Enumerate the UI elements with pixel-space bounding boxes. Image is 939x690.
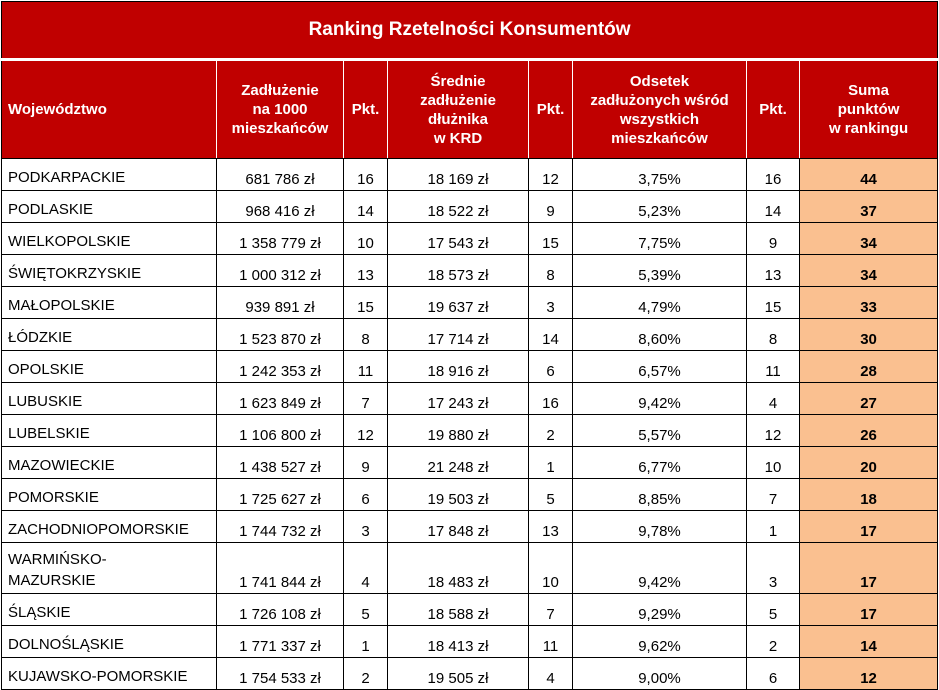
table-row — [2, 223, 938, 255]
cell-total-points: 34 — [800, 223, 938, 255]
cell-points-3: 16 — [747, 159, 800, 191]
header-points-2: Pkt. — [529, 60, 573, 159]
cell-points-2: 6 — [529, 351, 573, 383]
cell-average-debt: 17 243 zł — [388, 383, 529, 415]
cell-region: PODLASKIE — [2, 191, 217, 223]
cell-points-2: 12 — [529, 159, 573, 191]
table-row — [2, 287, 938, 319]
cell-indebted-share: 9,42% — [573, 543, 747, 594]
table-body — [2, 159, 938, 690]
cell-average-debt: 18 588 zł — [388, 594, 529, 626]
cell-points-3: 3 — [747, 543, 800, 594]
cell-region: KUJAWSKO-POMORSKIE — [2, 658, 217, 690]
cell-points-2: 2 — [529, 415, 573, 447]
cell-region: PODKARPACKIE — [2, 159, 217, 191]
cell-points-3: 7 — [747, 479, 800, 511]
cell-points-2: 1 — [529, 447, 573, 479]
cell-region: OPOLSKIE — [2, 351, 217, 383]
table-row — [2, 543, 938, 594]
cell-points-1: 13 — [344, 255, 388, 287]
cell-total-points: 12 — [800, 658, 938, 690]
cell-points-3: 4 — [747, 383, 800, 415]
cell-region: LUBUSKIE — [2, 383, 217, 415]
cell-debt-per-1000: 1 242 353 zł — [217, 351, 344, 383]
cell-average-debt: 18 573 zł — [388, 255, 529, 287]
cell-points-1: 15 — [344, 287, 388, 319]
cell-indebted-share: 9,00% — [573, 658, 747, 690]
cell-indebted-share: 9,29% — [573, 594, 747, 626]
cell-points-2: 13 — [529, 511, 573, 543]
cell-total-points: 14 — [800, 626, 938, 658]
cell-total-points: 37 — [800, 191, 938, 223]
cell-average-debt: 19 880 zł — [388, 415, 529, 447]
cell-points-1: 5 — [344, 594, 388, 626]
cell-average-debt: 21 248 zł — [388, 447, 529, 479]
cell-points-1: 6 — [344, 479, 388, 511]
cell-points-3: 5 — [747, 594, 800, 626]
cell-points-2: 10 — [529, 543, 573, 594]
header-row — [2, 60, 938, 159]
cell-indebted-share: 5,39% — [573, 255, 747, 287]
cell-points-2: 8 — [529, 255, 573, 287]
cell-points-2: 7 — [529, 594, 573, 626]
cell-total-points: 27 — [800, 383, 938, 415]
table-row — [2, 447, 938, 479]
table-row — [2, 594, 938, 626]
cell-indebted-share: 8,60% — [573, 319, 747, 351]
cell-points-2: 11 — [529, 626, 573, 658]
cell-debt-per-1000: 681 786 zł — [217, 159, 344, 191]
cell-region: LUBELSKIE — [2, 415, 217, 447]
cell-region: MAŁOPOLSKIE — [2, 287, 217, 319]
cell-debt-per-1000: 1 623 849 zł — [217, 383, 344, 415]
cell-debt-per-1000: 1 438 527 zł — [217, 447, 344, 479]
table-row — [2, 479, 938, 511]
cell-total-points: 17 — [800, 511, 938, 543]
cell-total-points: 18 — [800, 479, 938, 511]
table-row — [2, 159, 938, 191]
cell-debt-per-1000: 1 741 844 zł — [217, 543, 344, 594]
cell-indebted-share: 5,23% — [573, 191, 747, 223]
cell-debt-per-1000: 1 358 779 zł — [217, 223, 344, 255]
header-indebted-share: Odsetek zadłużonych wśród wszystkich mieszkańców — [573, 60, 747, 159]
cell-region: WIELKOPOLSKIE — [2, 223, 217, 255]
cell-debt-per-1000: 1 744 732 zł — [217, 511, 344, 543]
cell-points-2: 16 — [529, 383, 573, 415]
cell-indebted-share: 6,57% — [573, 351, 747, 383]
table-row — [2, 351, 938, 383]
cell-total-points: 44 — [800, 159, 938, 191]
header-region: Województwo — [2, 60, 217, 159]
cell-indebted-share: 9,42% — [573, 383, 747, 415]
cell-points-3: 10 — [747, 447, 800, 479]
cell-points-3: 12 — [747, 415, 800, 447]
table-row — [2, 658, 938, 690]
cell-indebted-share: 9,62% — [573, 626, 747, 658]
cell-average-debt: 19 505 zł — [388, 658, 529, 690]
table-row — [2, 415, 938, 447]
cell-average-debt: 19 637 zł — [388, 287, 529, 319]
cell-points-3: 1 — [747, 511, 800, 543]
cell-points-2: 9 — [529, 191, 573, 223]
table-row — [2, 319, 938, 351]
cell-points-1: 3 — [344, 511, 388, 543]
cell-points-3: 11 — [747, 351, 800, 383]
cell-region: ŁÓDZKIE — [2, 319, 217, 351]
cell-region: ŚLĄSKIE — [2, 594, 217, 626]
cell-average-debt: 17 848 zł — [388, 511, 529, 543]
cell-debt-per-1000: 1 754 533 zł — [217, 658, 344, 690]
cell-points-1: 7 — [344, 383, 388, 415]
cell-debt-per-1000: 1 726 108 zł — [217, 594, 344, 626]
cell-region: ZACHODNIOPOMORSKIE — [2, 511, 217, 543]
cell-points-1: 16 — [344, 159, 388, 191]
cell-points-1: 4 — [344, 543, 388, 594]
header-points-3: Pkt. — [747, 60, 800, 159]
cell-debt-per-1000: 968 416 zł — [217, 191, 344, 223]
cell-debt-per-1000: 939 891 zł — [217, 287, 344, 319]
cell-region: POMORSKIE — [2, 479, 217, 511]
cell-points-3: 15 — [747, 287, 800, 319]
cell-indebted-share: 3,75% — [573, 159, 747, 191]
cell-debt-per-1000: 1 106 800 zł — [217, 415, 344, 447]
header-debt-per-1000: Zadłużenie na 1000 mieszkańców — [217, 60, 344, 159]
cell-points-3: 6 — [747, 658, 800, 690]
cell-points-3: 14 — [747, 191, 800, 223]
cell-total-points: 33 — [800, 287, 938, 319]
cell-region: DOLNOŚLĄSKIE — [2, 626, 217, 658]
cell-points-1: 8 — [344, 319, 388, 351]
cell-average-debt: 18 916 zł — [388, 351, 529, 383]
header-total-points: Suma punktów w rankingu — [800, 60, 938, 159]
cell-total-points: 30 — [800, 319, 938, 351]
cell-indebted-share: 6,77% — [573, 447, 747, 479]
cell-points-1: 2 — [344, 658, 388, 690]
cell-region: WARMIŃSKO- MAZURSKIE — [2, 543, 217, 594]
cell-average-debt: 18 483 zł — [388, 543, 529, 594]
cell-total-points: 17 — [800, 543, 938, 594]
header-average-debt: Średnie zadłużenie dłużnika w KRD — [388, 60, 529, 159]
cell-points-2: 3 — [529, 287, 573, 319]
cell-points-3: 9 — [747, 223, 800, 255]
cell-total-points: 17 — [800, 594, 938, 626]
cell-points-3: 2 — [747, 626, 800, 658]
table-row — [2, 191, 938, 223]
cell-debt-per-1000: 1 000 312 zł — [217, 255, 344, 287]
ranking-table — [1, 1, 938, 690]
cell-indebted-share: 7,75% — [573, 223, 747, 255]
table-row — [2, 511, 938, 543]
cell-points-1: 1 — [344, 626, 388, 658]
cell-points-2: 4 — [529, 658, 573, 690]
cell-points-1: 12 — [344, 415, 388, 447]
cell-points-3: 13 — [747, 255, 800, 287]
cell-average-debt: 18 169 zł — [388, 159, 529, 191]
cell-points-2: 5 — [529, 479, 573, 511]
cell-region: ŚWIĘTOKRZYSKIE — [2, 255, 217, 287]
cell-indebted-share: 4,79% — [573, 287, 747, 319]
cell-points-1: 11 — [344, 351, 388, 383]
cell-points-2: 14 — [529, 319, 573, 351]
table-title: Ranking Rzetelności Konsumentów — [2, 2, 938, 60]
cell-region: MAZOWIECKIE — [2, 447, 217, 479]
cell-points-1: 10 — [344, 223, 388, 255]
table-row — [2, 626, 938, 658]
cell-average-debt: 18 522 zł — [388, 191, 529, 223]
cell-debt-per-1000: 1 771 337 zł — [217, 626, 344, 658]
cell-average-debt: 18 413 zł — [388, 626, 529, 658]
cell-points-1: 9 — [344, 447, 388, 479]
cell-average-debt: 17 714 zł — [388, 319, 529, 351]
cell-indebted-share: 9,78% — [573, 511, 747, 543]
cell-average-debt: 17 543 zł — [388, 223, 529, 255]
cell-average-debt: 19 503 zł — [388, 479, 529, 511]
cell-total-points: 28 — [800, 351, 938, 383]
table-row — [2, 383, 938, 415]
cell-debt-per-1000: 1 725 627 zł — [217, 479, 344, 511]
cell-points-1: 14 — [344, 191, 388, 223]
cell-points-3: 8 — [747, 319, 800, 351]
cell-debt-per-1000: 1 523 870 zł — [217, 319, 344, 351]
cell-indebted-share: 8,85% — [573, 479, 747, 511]
header-points-1: Pkt. — [344, 60, 388, 159]
cell-indebted-share: 5,57% — [573, 415, 747, 447]
cell-total-points: 34 — [800, 255, 938, 287]
cell-total-points: 26 — [800, 415, 938, 447]
table-row — [2, 255, 938, 287]
cell-total-points: 20 — [800, 447, 938, 479]
cell-points-2: 15 — [529, 223, 573, 255]
